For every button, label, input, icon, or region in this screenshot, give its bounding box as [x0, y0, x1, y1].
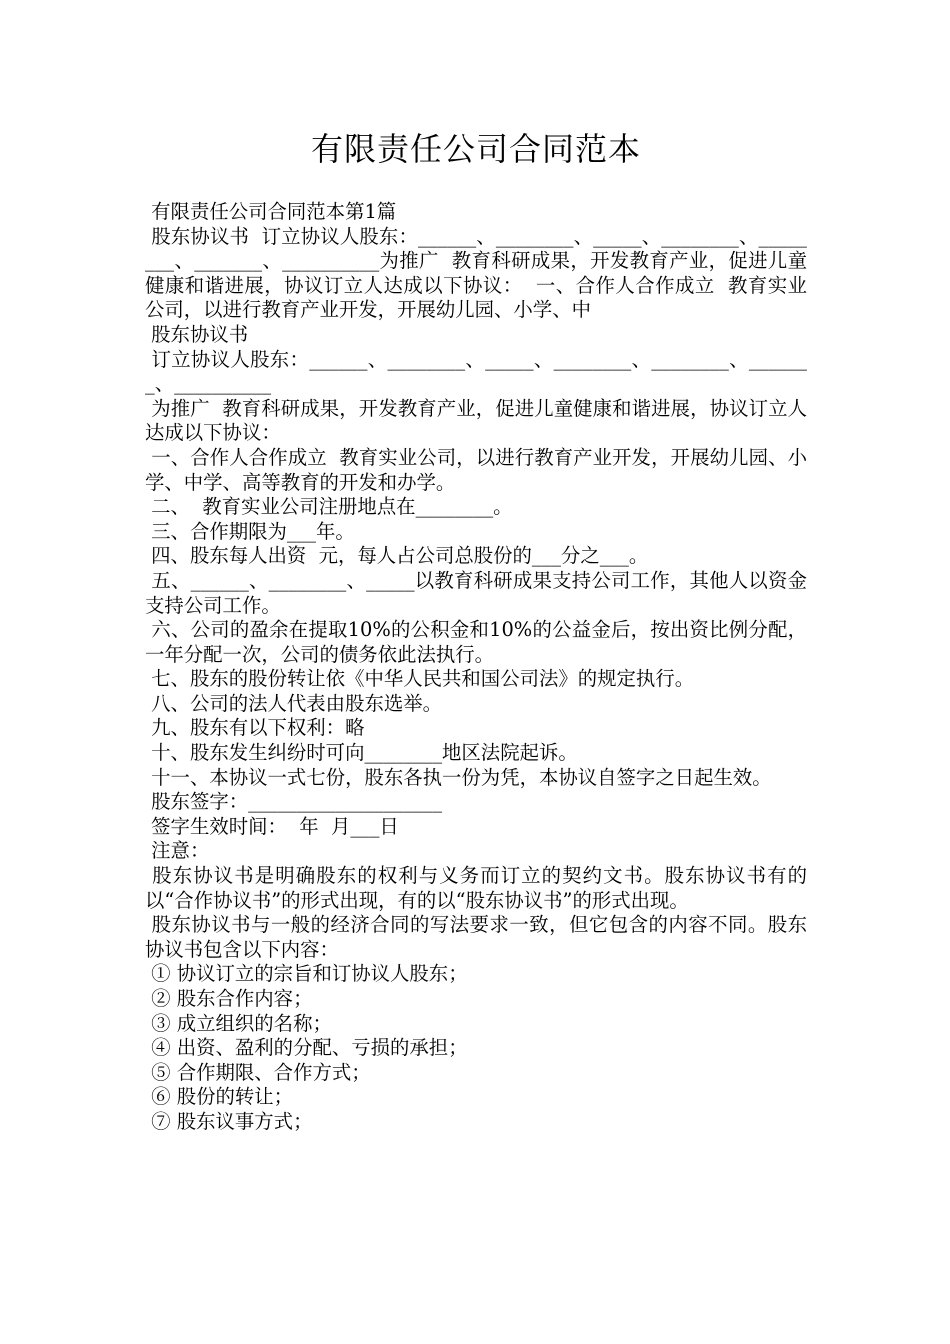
section-heading: 有限责任公司合同范本第1篇 [145, 200, 397, 223]
clause-5: 五、______、________、_____以教育科研成果支持公司工作，其他人以资金支持公司工作。 [145, 568, 807, 617]
list-item: ⑤ 合作期限、合作方式； [145, 1060, 371, 1084]
list-item: ② 股东合作内容； [145, 987, 313, 1010]
preamble-paragraph: 为推广 教育科研成果，开发教育产业，促进儿童健康和谐进展，协议订立人达成以下协议： [145, 396, 808, 445]
clause-4: 四、股东每人出资 元，每人占公司总股份的___分之___。 [145, 544, 649, 568]
clause-3: 三、合作期限为___年。 [145, 519, 355, 543]
clause-9: 九、股东有以下权利：略 [145, 716, 365, 740]
notes-paragraph-1: 股东协议书是明确股东的权利与义务而订立的契约文书。股东协议书有的以“合作协议书”的形式出现，有的以“股东协议书”的形式出现。 [145, 864, 808, 912]
list-item: ① 协议订立的宗旨和订协议人股东； [145, 962, 468, 986]
clause-10: 十、股东发生纠纷时可向________地区法院起诉。 [145, 741, 578, 765]
notes-heading: 注意： [145, 839, 210, 863]
list-item: ③ 成立组织的名称； [145, 1011, 332, 1035]
document-title: 有限责任公司合同范本 [310, 130, 641, 168]
clause-8: 八、公司的法人代表由股东选举。 [145, 691, 443, 715]
list-item: ⑥ 股份的转让； [145, 1085, 294, 1109]
clause-6: 六、公司的盈余在提取10%的公积金和10%的公益金后，按出资比例分配，一年分配一次，公司的债务依此法执行。 [145, 618, 807, 666]
summary-paragraph: 股东协议书 订立协议人股东：______、________、_____、________、________、_______、__________为推广 教育科研成果，开发教育产业，促进儿童健康和谐进展，协议订立人达成以下协议： 一、合作人合作成立 教育实业公司，以进行教育产业开发，开展幼儿园、小学、中 [145, 224, 808, 322]
parties-line: 订立协议人股东：______、________、_____、________、________、_______、__________ [145, 347, 807, 396]
document-page [145, 126, 807, 1135]
clause-1: 一、合作人合作成立 教育实业公司，以进行教育产业开发，开展幼儿园、小学、中学、高等教育的开发和办学。 [145, 445, 808, 494]
clause-7: 七、股东的股份转让依《中华人民共和国公司法》的规定执行。 [145, 667, 695, 691]
effective-date-line: 签字生效时间： 年 月___日 [145, 814, 399, 838]
notes-paragraph-2: 股东协议书与一般的经济合同的写法要求一致，但它包含的内容不同。股东协议书包含以下内容： [145, 913, 807, 961]
clause-11: 十一、本协议一式七份，股东各执一份为凭，本协议自签字之日起生效。 [145, 765, 772, 789]
signature-line: 股东签字：____________________ [145, 790, 443, 814]
list-item: ⑦ 股东议事方式； [145, 1109, 313, 1133]
list-item: ④ 出资、盈利的分配、亏损的承担； [145, 1036, 468, 1060]
agreement-heading: 股东协议书 [145, 322, 249, 346]
clause-2: 二、 教育实业公司注册地点在________。 [145, 495, 513, 519]
document-body [145, 200, 807, 1135]
